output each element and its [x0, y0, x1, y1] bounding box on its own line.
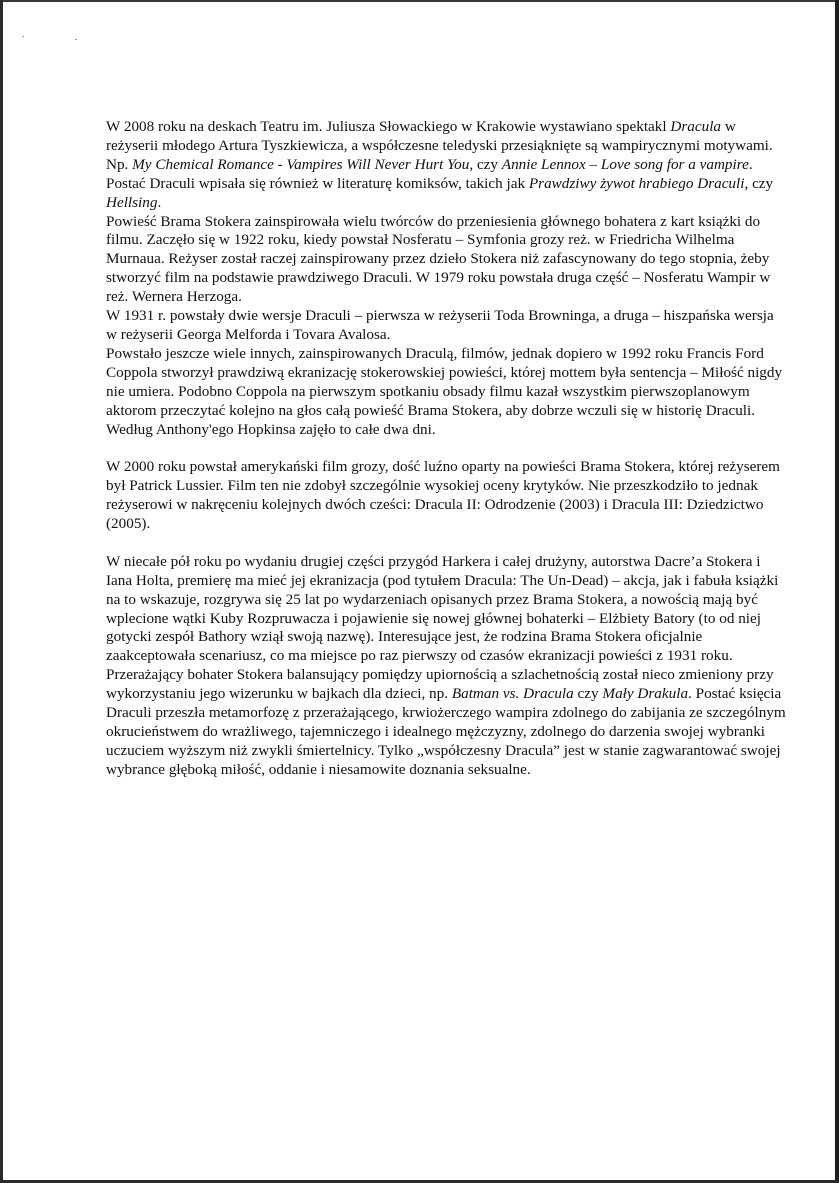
text-run: . — [748, 155, 753, 173]
text-run: W 2000 roku powstał amerykański film grozy, dość luźno oparty na powieści Brama Stokera, której reżyserem był Patrick Lussier. Film ten nie zdobył szczególnie wysokiej oceny krytyków. Nie przeszkodziło to jednak reżyserowi w nakręceniu kolejnych dwóch cześci: Dracula II: Odrodzenie (2003) i Dracula III: Dziedzictwo (2005). — [106, 458, 780, 533]
paragraph — [106, 307, 786, 345]
paragraph — [106, 553, 786, 666]
paragraph — [106, 213, 786, 308]
italic-text: Annie Lennox – Love song for a vampire — [501, 155, 749, 173]
italic-text: Prawdziwy żywot hrabiego Draculi, — [528, 174, 749, 192]
scan-edge-top — [0, 0, 839, 2]
text-run: Powieść Brama Stokera zainspirowała wielu twórców do przeniesienia głównego bohatera z kart książki do filmu. Zaczęło się w 1922 roku, kiedy powstał Nosferatu – Symfonia grozy reż. w Friedricha Wilhelma Murnaua. Reżyser został raczej zainspirowany przez dzieło Stokera niż zafascynowany do tego stopnia, żeby stworzyć film na podstawie prawdziwego Draculi. W 1979 roku powstała druga część – Nosferatu Wampir w reż. Wernera Herzoga. — [106, 212, 771, 306]
text-run: W 2008 roku na deskach Teatru im. Juliusza Słowackiego w Krakowie wystawiano spektakl — [106, 118, 671, 135]
paragraph — [106, 666, 786, 779]
text-run: , czy — [469, 155, 502, 173]
italic-text: Mały Drakula — [602, 685, 689, 703]
text-run: czy — [573, 685, 603, 703]
italic-text: Hellsing — [106, 193, 158, 211]
text-run: Przerażający bohater Stokera balansujący pomiędzy upiornością a szlachetnością został nieco zmieniony przy wykorzystaniu jego wizerunku w bajkach dla dzieci, np. — [106, 666, 774, 703]
text-run: W 1931 r. powstały dwie wersje Draculi – pierwsza w reżyserii Toda Browninga, a druga – hiszpańska wersja w reżyserii Georga Melforda i Tovara Avalosa. — [106, 307, 774, 343]
text-run: czy — [748, 174, 774, 192]
paragraph — [106, 345, 786, 440]
text-run: Postać Draculi wpisała się również w literaturę komiksów, takich jak — [106, 174, 529, 192]
text-run: . Postać księcia Draculi przeszła metamorfozę z przerażającego, krwiożerczego wampira zdolnego do zabijania ze szczególnym okrucieństwem do wrażliwego, tajemniczego i idealnego mężczyzny, zdolnego do darzenia swojej wybranki uczuciem wyższym niż zwykli śmiertelnicy. Tylko „współczesny Dracula” jest w stanie zagwarantować swojej wybrance głęboką miłość, oddanie i niesamowite doznania seksualne. — [106, 685, 786, 778]
scan-speck — [75, 39, 77, 40]
document-body — [106, 118, 786, 780]
text-run: w reżyserii młodego Artura Tyszkiewicza, a współczesne teledyski przesiąknięte są wampirycznymi motywami. Np. — [106, 118, 773, 173]
italic-text: Dracula — [670, 118, 722, 135]
text-run: Powstało jeszcze wiele innych, zainspirowanych Draculą, filmów, jednak dopiero w 1992 roku Francis Ford Coppola stworzył prawdziwą ekranizację stokerowskiej powieści, której mottem była sentencja – Miłość nigdy nie umiera. Podobno Coppola na pierwszym spotkaniu obsady filmu kazał wszystkim pierwszoplanowym aktorom przeczytać kolejno na głos całą powieść Brama Stokera, aby dobrze wczuli się w historię Draculi. Według Anthony'ego Hopkinsa zajęło to całe dwa dni. — [106, 344, 783, 438]
scan-speck — [22, 36, 24, 37]
scan-edge-right — [835, 0, 839, 1183]
italic-text: My Chemical Romance - Vampires Will Never Hurt You — [132, 155, 470, 173]
text-run: . — [157, 193, 162, 211]
italic-text: Batman vs. Dracula — [451, 685, 574, 703]
paragraph — [106, 175, 786, 213]
paragraph — [106, 118, 786, 175]
text-run: W niecałe pół roku po wydaniu drugiej części przygód Harkera i całej drużyny, autorstwa Dacre’a Stokera i Iana Holta, premierę ma mieć jej ekranizacja (pod tytułem Dracula: The Un-Dead) – akcja, jak i fabuła książki na to wskazuje, rozgrywa się 25 lat po wydarzeniach opisanych przez Brama Stokera, a nowością mają być wplecione wątki Kuby Rozpruwacza i pojawienie się nowej głównej bohaterki – Elżbiety Batory (to od niej gotycki zespół Bathory wziął swoją nazwę). Interesujące jest, że rodzina Brama Stokera oficjalnie zaakceptowała scenariusz, co ma miejsce po raz pierwszy od czasów ekranizacji powieści z 1931 roku. — [106, 552, 779, 665]
scan-edge-left — [0, 0, 3, 1183]
paragraph — [106, 458, 786, 534]
